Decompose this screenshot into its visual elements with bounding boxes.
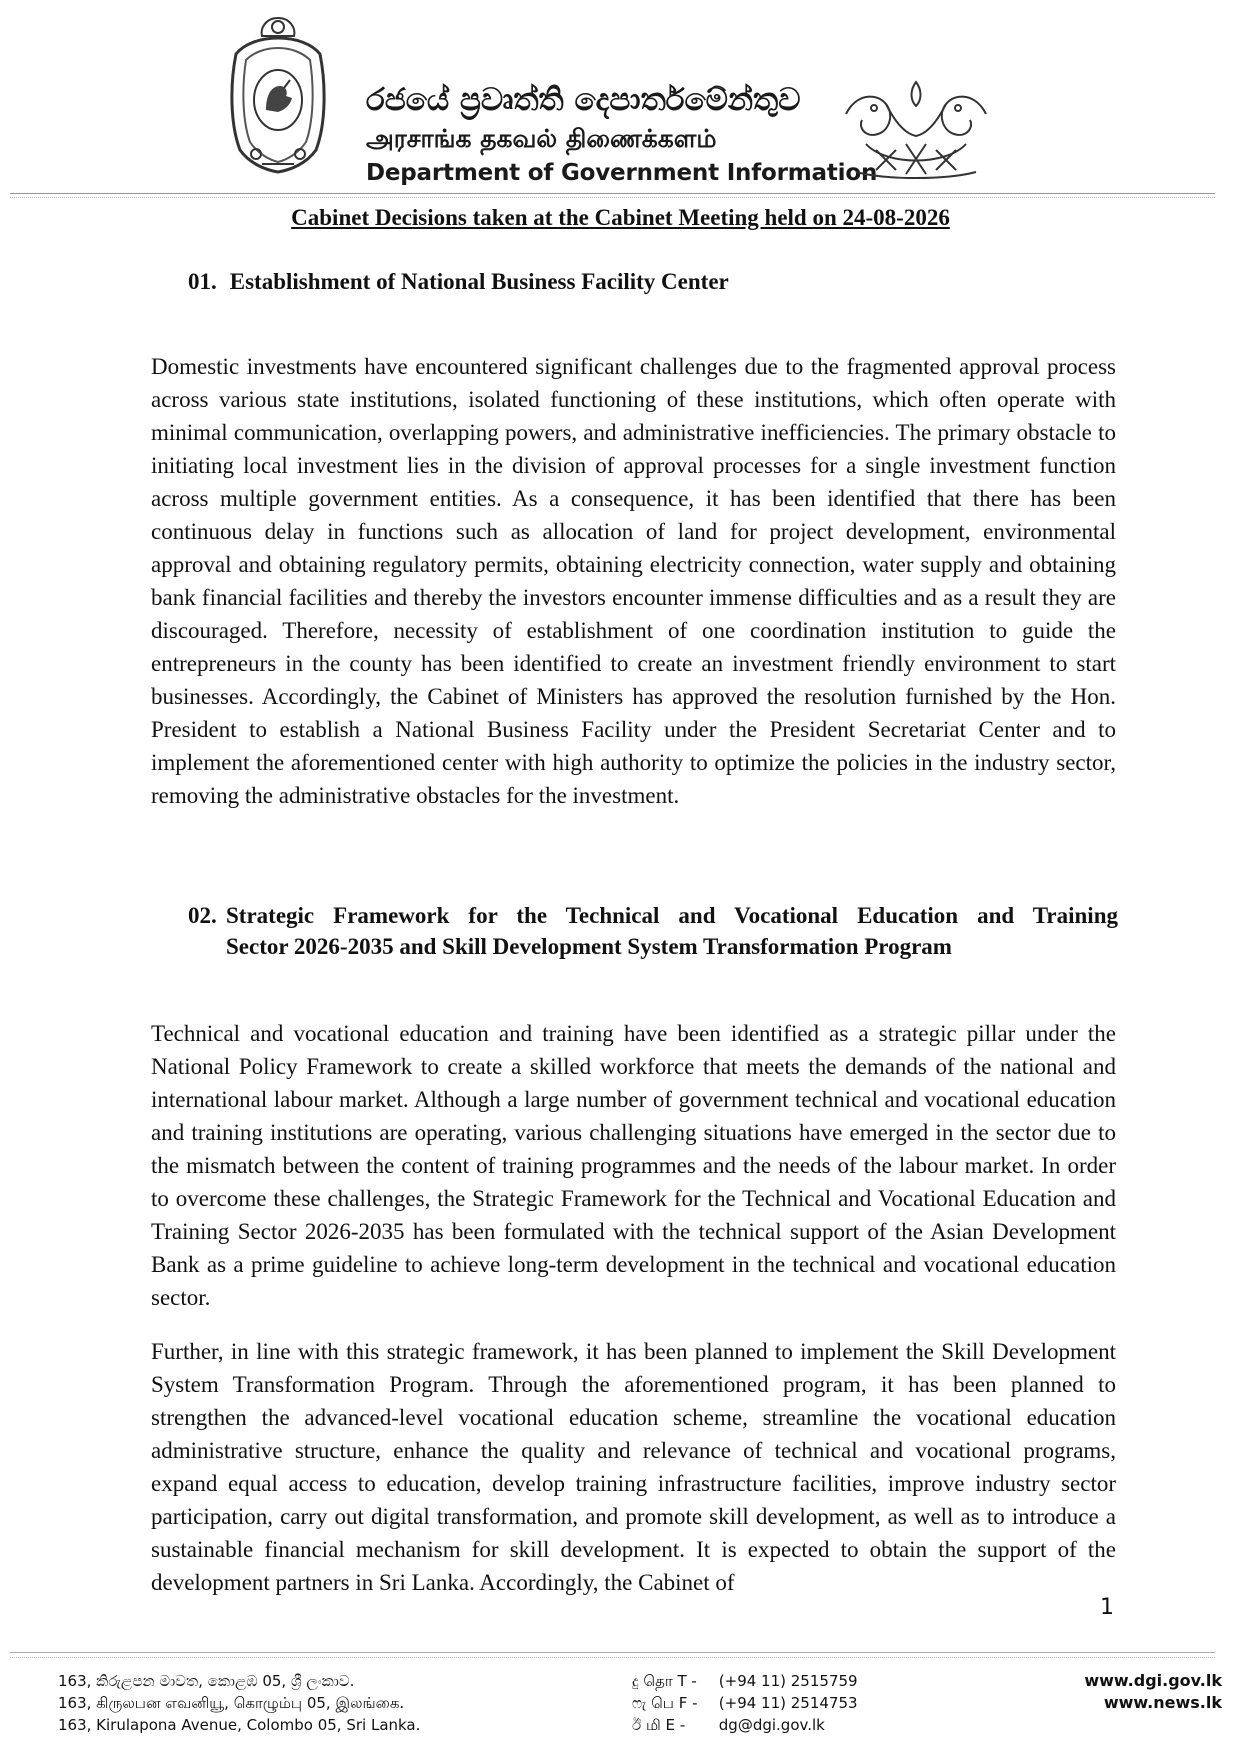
section-1-heading bbox=[188, 266, 1088, 297]
org-name-sinhala: රජයේ ප්‍රවෘත්ති දෙපාර්තමේන්තුව bbox=[366, 82, 801, 118]
fax-label: ෆැ பெ F - bbox=[632, 1694, 698, 1712]
header-divider-dotted bbox=[10, 197, 1215, 198]
email-address[interactable]: dg@dgi.gov.lk bbox=[718, 1716, 825, 1734]
org-name-tamil: அரசாங்க தகவல் திணைக்களம் bbox=[366, 124, 717, 153]
footer-websites bbox=[1052, 1670, 1222, 1714]
fax-number: (+94 11) 2514753 bbox=[718, 1694, 858, 1712]
phone-label: දු தொ T - bbox=[632, 1672, 697, 1690]
section-1-paragraph: Domestic investments have encountered significant challenges due to the fragmented approval process across various state institutions, isolated functioning of these institutions, which often operate with minimal communication, overlapping powers, and administrative inefficiencies. The primary obstacle to initiating local investment lies in the division of approval processes for a single investment function across multiple government entities. As a consequence, it has been identified that there has been continuous delay in functions such as allocation of land for project development, environmental approval and obtaining regulatory permits, obtaining electricity connection, water supply and obtaining bank financial facilities and thereby the investors encounter immense difficulties and as a result they are discouraged. Therefore, necessity of establishment of one coordination institution to guide the entrepreneurs in the county has been identified to create an investment friendly environment to start businesses. Accordingly, the Cabinet of Ministers has approved the resolution furnished by the Hon. President to establish a National Business Facility under the President Secretariat Center and to implement the aforementioned center with high authority to optimize the policies in the industry sector, removing the administrative obstacles for the investment. bbox=[151, 354, 1116, 808]
section-2-paragraph-1: Technical and vocational education and training have been identified as a strategic pillar under the National Policy Framework to create a skilled workforce that meets the demands of the national and international labour market. Although a large number of government technical and vocational education and training institutions are operating, various challenging situations have emerged in the sector due to the mismatch between the content of training programmes and the needs of the labour market. In order to overcome these challenges, the Strategic Framework for the Technical and Vocational Education and Training Sector 2026-2035 has been formulated with the technical support of the Asian Development Bank as a prime guideline to achieve long-term development in the technical and vocational education sector. bbox=[151, 1021, 1116, 1310]
address-english: 163, Kirulapona Avenue, Colombo 05, Sri Lanka. bbox=[58, 1716, 421, 1734]
website-dgi-link[interactable]: www.dgi.gov.lk bbox=[1084, 1671, 1222, 1690]
website-news-link[interactable]: www.news.lk bbox=[1103, 1693, 1222, 1712]
swan-ornament-icon bbox=[836, 74, 996, 182]
section-2-heading bbox=[188, 900, 1118, 962]
footer-address bbox=[58, 1670, 578, 1736]
footer-divider bbox=[10, 1652, 1215, 1653]
phone-row bbox=[632, 1670, 932, 1692]
section-2-title-line2: Sector 2026-2035 and Skill Development System Transformation Program bbox=[226, 934, 952, 959]
section-2-paragraph-2: Further, in line with this strategic framework, it has been planned to implement the Skill Development System Transformation Program. Through the aforementioned program, it has been planned to strengthen the advanced-level vocational education scheme, streamline the vocational education administrative structure, enhance the quality and relevance of technical and vocational programs, expand equal access to education, develop training infrastructure facilities, improve industry sector participation, carry out digital transformation, and promote skill development, as well as to introduce a sustainable financial mechanism for skill development. It is expected to obtain the support of the development partners in Sri Lanka. Accordingly, the Cabinet of bbox=[151, 1339, 1116, 1595]
section-1-number: 01. bbox=[188, 269, 217, 294]
org-name-english: Department of Government Information bbox=[366, 160, 878, 186]
footer-contact bbox=[632, 1670, 932, 1736]
header-divider bbox=[10, 193, 1215, 194]
sri-lanka-emblem-icon bbox=[226, 14, 330, 176]
address-sinhala: 163, කිරුළපන මාවත, කොළඹ 05, ශ්‍රී ලංකාව. bbox=[58, 1672, 355, 1690]
address-tamil: 163, கிருலபன எவனியூ, கொழும்பு 05, இலங்கை. bbox=[58, 1694, 405, 1712]
email-row bbox=[632, 1714, 932, 1736]
document-title: Cabinet Decisions taken at the Cabinet Meeting held on 24-08-2026 bbox=[291, 205, 950, 230]
footer-divider-dotted bbox=[10, 1657, 1215, 1658]
section-1-title: Establishment of National Business Facility Center bbox=[229, 269, 729, 294]
section-2-number: 02. bbox=[188, 903, 217, 928]
email-label: ඊ மி E - bbox=[632, 1716, 686, 1734]
organization-name bbox=[366, 80, 878, 188]
fax-row bbox=[632, 1692, 932, 1714]
page-number: 1 bbox=[1100, 1595, 1114, 1620]
phone-number: (+94 11) 2515759 bbox=[718, 1672, 858, 1690]
section-2-title-line1: Strategic Framework for the Technical and Vocational Education and Training bbox=[226, 903, 1118, 928]
